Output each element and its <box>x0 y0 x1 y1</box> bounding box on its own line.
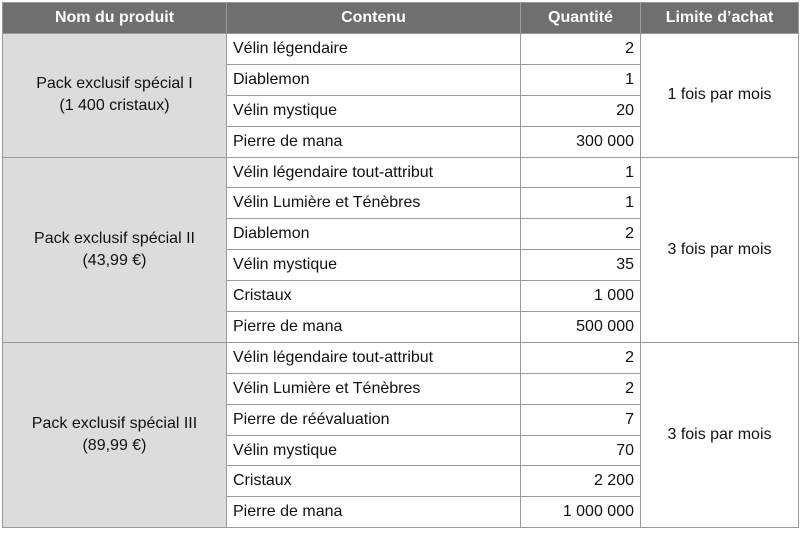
content-item: Vélin légendaire tout-attribut <box>227 157 521 188</box>
content-item: Cristaux <box>227 281 521 312</box>
quantity-value: 2 200 <box>521 466 641 497</box>
quantity-value: 7 <box>521 404 641 435</box>
quantity-value: 1 000 000 <box>521 497 641 528</box>
product-name-cell <box>3 34 227 158</box>
content-item: Vélin légendaire tout-attribut <box>227 342 521 373</box>
quantity-value: 70 <box>521 435 641 466</box>
content-item: Vélin mystique <box>227 95 521 126</box>
content-item: Pierre de mana <box>227 126 521 157</box>
quantity-value: 1 000 <box>521 281 641 312</box>
quantity-value: 500 000 <box>521 312 641 343</box>
header-product: Nom du produit <box>3 3 227 34</box>
product-name-cell <box>3 342 227 527</box>
purchase-limit: 3 fois par mois <box>641 157 799 342</box>
table-row <box>3 157 799 188</box>
quantity-value: 1 <box>521 188 641 219</box>
quantity-value: 20 <box>521 95 641 126</box>
content-item: Vélin Lumière et Ténèbres <box>227 373 521 404</box>
product-price: (89,99 €) <box>82 437 147 455</box>
content-item: Vélin Lumière et Ténèbres <box>227 188 521 219</box>
table-row <box>3 342 799 373</box>
quantity-value: 2 <box>521 34 641 65</box>
content-item: Vélin mystique <box>227 250 521 281</box>
purchase-limit: 1 fois par mois <box>641 34 799 158</box>
content-item: Diablemon <box>227 64 521 95</box>
product-name: Pack exclusif spécial I <box>36 75 193 93</box>
product-price: (1 400 cristaux) <box>59 97 170 115</box>
table-row <box>3 34 799 65</box>
quantity-value: 1 <box>521 157 641 188</box>
content-item: Pierre de réévaluation <box>227 404 521 435</box>
content-item: Pierre de mana <box>227 497 521 528</box>
quantity-value: 1 <box>521 64 641 95</box>
product-name: Pack exclusif spécial II <box>34 229 195 247</box>
header-content: Contenu <box>227 3 521 34</box>
quantity-value: 300 000 <box>521 126 641 157</box>
content-item: Vélin mystique <box>227 435 521 466</box>
product-price: (43,99 €) <box>82 251 147 269</box>
content-item: Pierre de mana <box>227 312 521 343</box>
pack-table <box>2 2 799 528</box>
quantity-value: 35 <box>521 250 641 281</box>
quantity-value: 2 <box>521 373 641 404</box>
header-quantity: Quantité <box>521 3 641 34</box>
header-limit: Limite d’achat <box>641 3 799 34</box>
content-item: Diablemon <box>227 219 521 250</box>
content-item: Cristaux <box>227 466 521 497</box>
quantity-value: 2 <box>521 219 641 250</box>
product-name: Pack exclusif spécial III <box>31 415 198 433</box>
quantity-value: 2 <box>521 342 641 373</box>
pack-body <box>3 34 799 528</box>
product-name-cell <box>3 157 227 342</box>
content-item: Vélin légendaire <box>227 34 521 65</box>
purchase-limit: 3 fois par mois <box>641 342 799 527</box>
header-row <box>3 3 799 34</box>
